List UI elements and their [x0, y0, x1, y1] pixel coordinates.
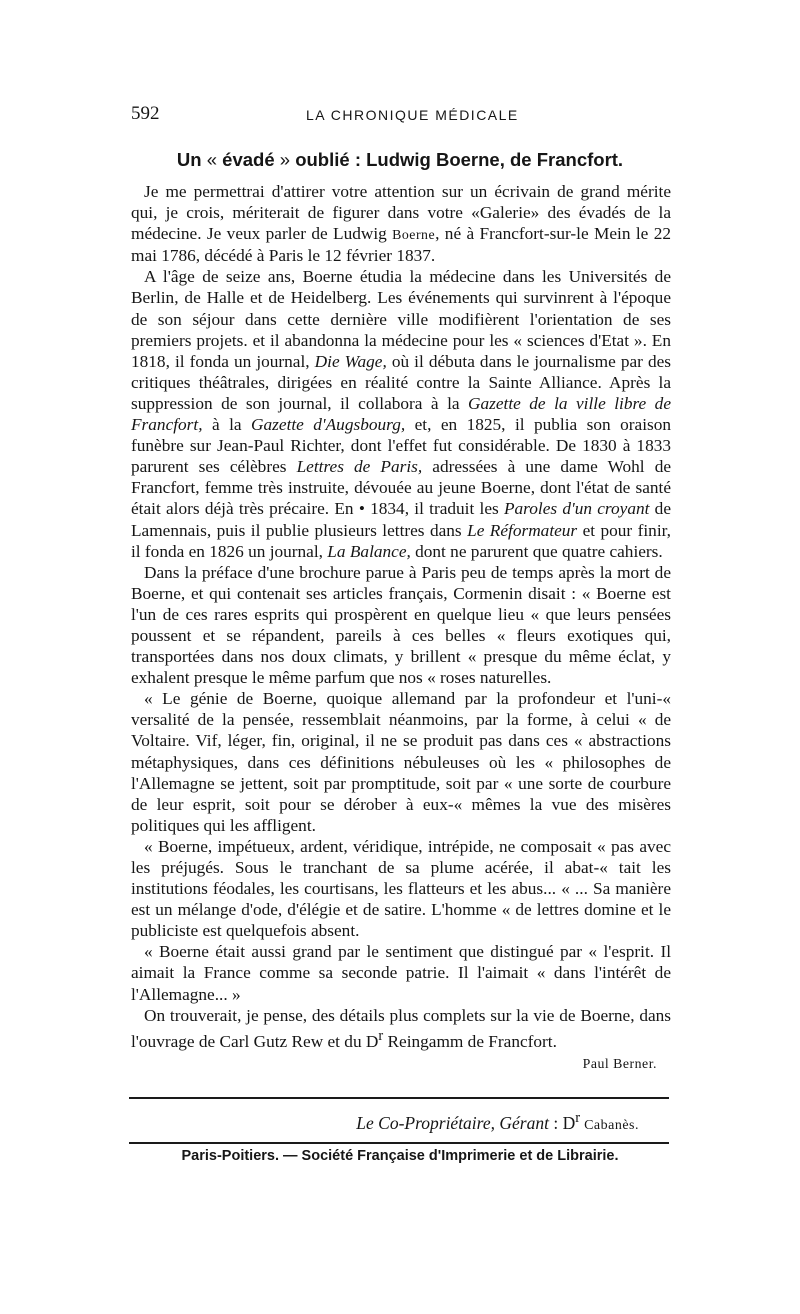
gerant-line — [0, 1110, 639, 1134]
article-body — [131, 181, 671, 1074]
divider-rule — [129, 1142, 669, 1144]
text-run: dont ne parurent que quatre cahiers. — [410, 541, 663, 561]
text-run: On trouverait, je pense, des détails plus complets sur la vie de Boerne, dans l'ouvrage de Carl Gutz Rew et du D — [131, 1005, 671, 1051]
paragraph-quote-esprit: « Boerne était aussi grand par le sentiment que distingué par « l'esprit. Il aimait la France comme sa seconde patrie. Il l'aimait « dans l'intérêt de l'Allemagne... » — [131, 942, 671, 1004]
paragraph-biography — [131, 266, 671, 561]
article-title — [0, 149, 800, 171]
printer-imprint: Paris-Poitiers. — Société Française d'Imprimerie et de Librairie. — [181, 1148, 619, 1164]
gerant-name: Cabanès. — [580, 1117, 639, 1133]
page-number: 592 — [131, 103, 160, 124]
journal-title: Le Réformateur — [467, 520, 578, 540]
text-run: où il débuta dans le journalisme par des critiques théâtrales, dirigées en réalité contre la Sainte Alliance. Après la suppression de son journal, il collabora à la — [131, 351, 671, 413]
signature-row — [131, 1052, 671, 1074]
text-run: de Lamennais, puis il publie plusieurs lettres dans — [131, 499, 671, 540]
author-name-smallcaps: Boerne — [392, 227, 436, 243]
text-run: A l'âge de seize ans, Boerne étudia la médecine dans les Universités de Berlin, de Halle et de Heidelberg. Les événements qui survinrent à l'époque de son séjour dans cette dernière ville modifièrent l'orientation de ses premiers projets. et il abandonna la médecine pour les « sciences d'Etat ». En 1818, il fonda un journal, — [131, 267, 671, 371]
paragraph-intro — [131, 181, 671, 266]
text-run: , né à Francfort-sur-le Mein le 22 mai 1786, décédé à Paris le 12 février 1837. — [131, 224, 671, 266]
text-run: Reingamm de Francfort. — [383, 1031, 557, 1051]
superscript: r — [575, 1110, 581, 1126]
journal-title: Gazette d'Augsbourg, — [251, 415, 406, 435]
text-run: Je me permettrai d'attirer votre attention sur un écrivain de grand mérite qui, je crois, mériterait de figurer dans votre «Galerie» des évadés de la médecine. Je veux parler de Ludwig — [131, 182, 671, 244]
text-run: D — [562, 1112, 576, 1133]
journal-title: Gazette de la ville libre de Francfort, — [131, 393, 671, 435]
title-quote-open: « — [206, 149, 218, 170]
paragraph-quote-impetueux: « Boerne, impétueux, ardent, véridique, intrépide, ne composait « pas avec les préjugés. Sous le tranchant de sa plume acérée, il abat-« tait les institutions féodales, les courtisans, les flatteurs et les abus... « ... Sa manière est un mélange d'ode, d'élégie et de satire. L'homme « de lettres domine et le publiciste est quelquefois absent. — [131, 836, 671, 941]
paragraph-quote-genie: « Le génie de Boerne, quoique allemand par la profondeur et l'uni-« versalité de la pensée, ressemblait néanmoins, par la forme, à celui « de Voltaire. Vif, léger, fin, original, il ne se produit pas dans ces « abstractions métaphysiques, dans ces définitions nébuleuses où les « philosophes de l'Allemagne se jettent, soit par promptitude, soit par « une sorte de courbure de leur esprit, soit pour se dérober à eux-« mêmes la vue des misères politiques qui les affligent. — [131, 689, 671, 835]
book-title: Paroles d'un croyant — [503, 499, 650, 519]
page-header — [131, 103, 671, 127]
paragraph-quote-intro: Dans la préface d'une brochure parue à Paris peu de temps après la mort de Boerne, et qui contenait ses articles français, Cormenin disait : « Boerne est l'un de ces rares esprits qui prospèrent en quelque lieu « que leurs pensées poussent et se répandent, pareils à ces belles « fleurs exotiques qui, transportées dans nos doux climats, y brillent « presque du même éclat, y exhalent presque le même parfum que nos « roses naturelles. — [131, 562, 671, 688]
journal-title: La Balance, — [327, 541, 411, 561]
journal-title: Die Wage, — [314, 351, 387, 371]
title-quote-close: » — [279, 149, 291, 170]
text-run: et pour finir, il fonda en 1826 un journal, — [131, 520, 672, 561]
text-run: adressées à une dame Wohl de Francfort, femme très instruite, dévouée au jeune Boerne, dont l'état de santé était alors déjà très précaire. En • 1834, il traduit les — [131, 457, 671, 519]
paragraph-conclusion — [131, 1005, 671, 1052]
book-title: Lettres de Paris, — [296, 457, 423, 477]
text-run: : — [548, 1112, 563, 1133]
text-run: et, en 1825, il publia son oraison funèbre sur Jean-Paul Richter, dont l'effet fut considérable. De 1830 à 1833 parurent ses célèbres — [131, 415, 671, 477]
signature: Paul Berner. — [582, 1055, 657, 1071]
superscript: r — [378, 1027, 384, 1044]
running-head: LA CHRONIQUE MÉDICALE — [306, 107, 519, 123]
divider-rule — [129, 1097, 669, 1099]
title-part: Un — [176, 149, 207, 170]
text-run: à la — [202, 415, 252, 435]
gerant-label: Le Co-Propriétaire, Gérant — [356, 1112, 549, 1133]
title-part: oublié : Ludwig Boerne, de Francfort. — [290, 149, 624, 170]
title-part: évadé — [217, 149, 280, 170]
